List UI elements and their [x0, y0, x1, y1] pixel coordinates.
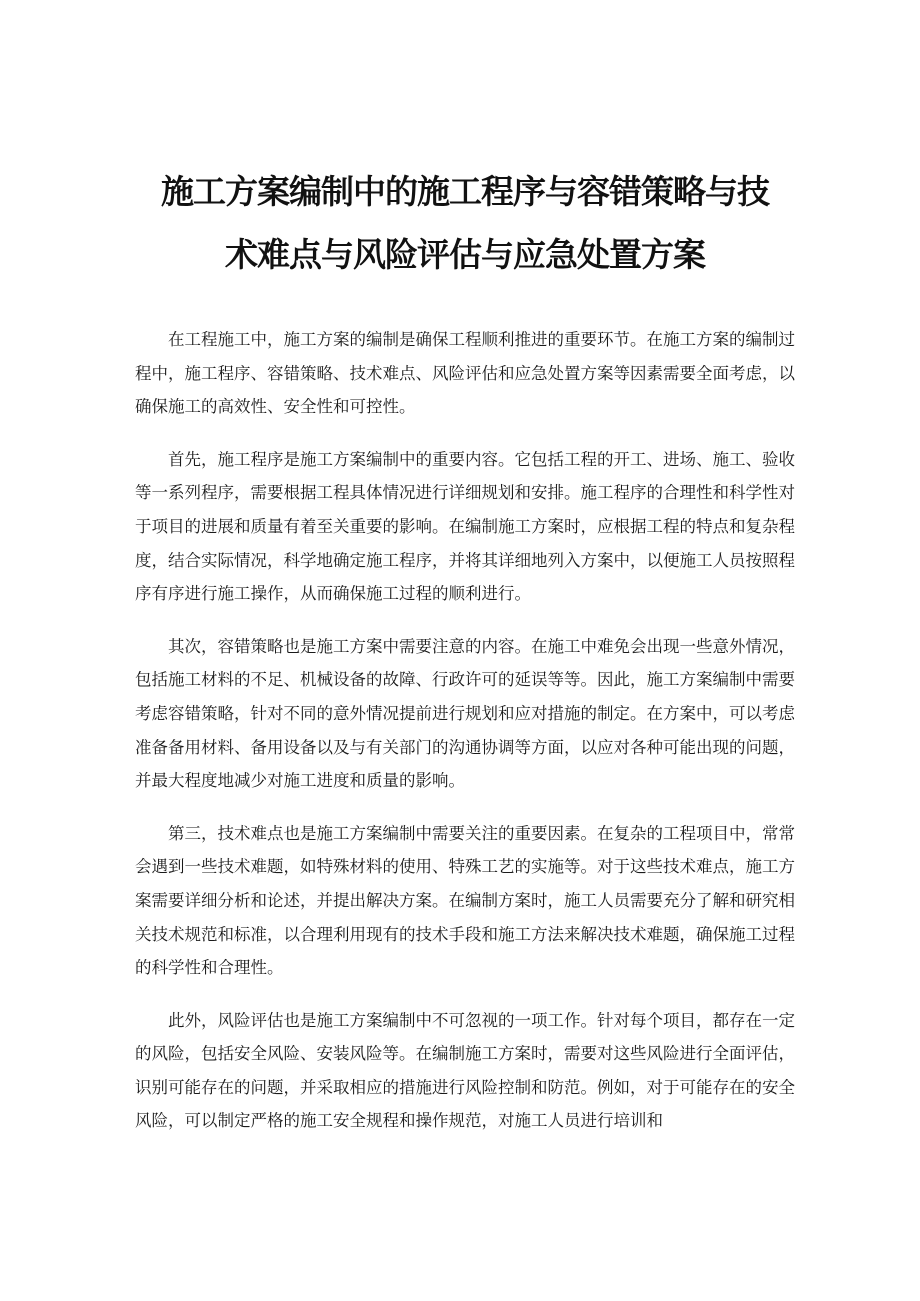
- paragraph-risk-assessment: 此外，风险评估也是施工方案编制中不可忽视的一项工作。针对每个项目，都存在一定的风险，包括安全风险、安装风险等。在编制施工方案时，需要对这些风险进行全面评估，识别可能存在的问题，并采取相应的措施进行风险控制和防范。例如，对于可能存在的安全风险，可以制定严格的施工安全规程和操作规范，对施工人员进行培训和: [135, 1010, 795, 1131]
- paragraph-construction-procedure: 首先，施工程序是施工方案编制中的重要内容。它包括工程的开工、进场、施工、验收等一系列程序，需要根据工程具体情况进行详细规划和安排。施工程序的合理性和科学性对于项目的进展和质量有着至关重要的影响。在编制施工方案时，应根据工程的特点和复杂程度，结合实际情况，科学地确定施工程序，并将其详细地列入方案中，以便施工人员按照程序有序进行施工操作，从而确保施工过程的顺利进行。: [135, 449, 795, 604]
- title-line-2: 术难点与风险评估与应急处置方案: [225, 235, 705, 274]
- document-page: [135, 160, 795, 1157]
- title-line-1: 施工方案编制中的施工程序与容错策略与技: [161, 172, 769, 211]
- document-body: [135, 323, 795, 1138]
- paragraph-intro: 在工程施工中，施工方案的编制是确保工程顺利推进的重要环节。在施工方案的编制过程中，施工程序、容错策略、技术难点、风险评估和应急处置方案等因素需要全面考虑，以确保施工的高效性、安全性和可控性。: [135, 330, 795, 417]
- paragraph-technical-difficulties: 第三，技术难点也是施工方案编制中需要关注的重要因素。在复杂的工程项目中，常常会遇到一些技术难题，如特殊材料的使用、特殊工艺的实施等。对于这些技术难点，施工方案需要详细分析和论述，并提出解决方案。在编制方案时，施工人员需要充分了解和研究相关技术规范和标准，以合理利用现有的技术手段和施工方法来解决技术难题，确保施工过程的科学性和合理性。: [135, 823, 795, 978]
- document-title: [135, 160, 795, 286]
- paragraph-fault-tolerance: 其次，容错策略也是施工方案中需要注意的内容。在施工中难免会出现一些意外情况，包括施工材料的不足、机械设备的故障、行政许可的延误等等。因此，施工方案编制中需要考虑容错策略，针对不同的意外情况提前进行规划和应对措施的制定。在方案中，可以考虑准备备用材料、备用设备以及与有关部门的沟通协调等方面，以应对各种可能出现的问题，并最大程度地减少对施工进度和质量的影响。: [135, 636, 795, 791]
